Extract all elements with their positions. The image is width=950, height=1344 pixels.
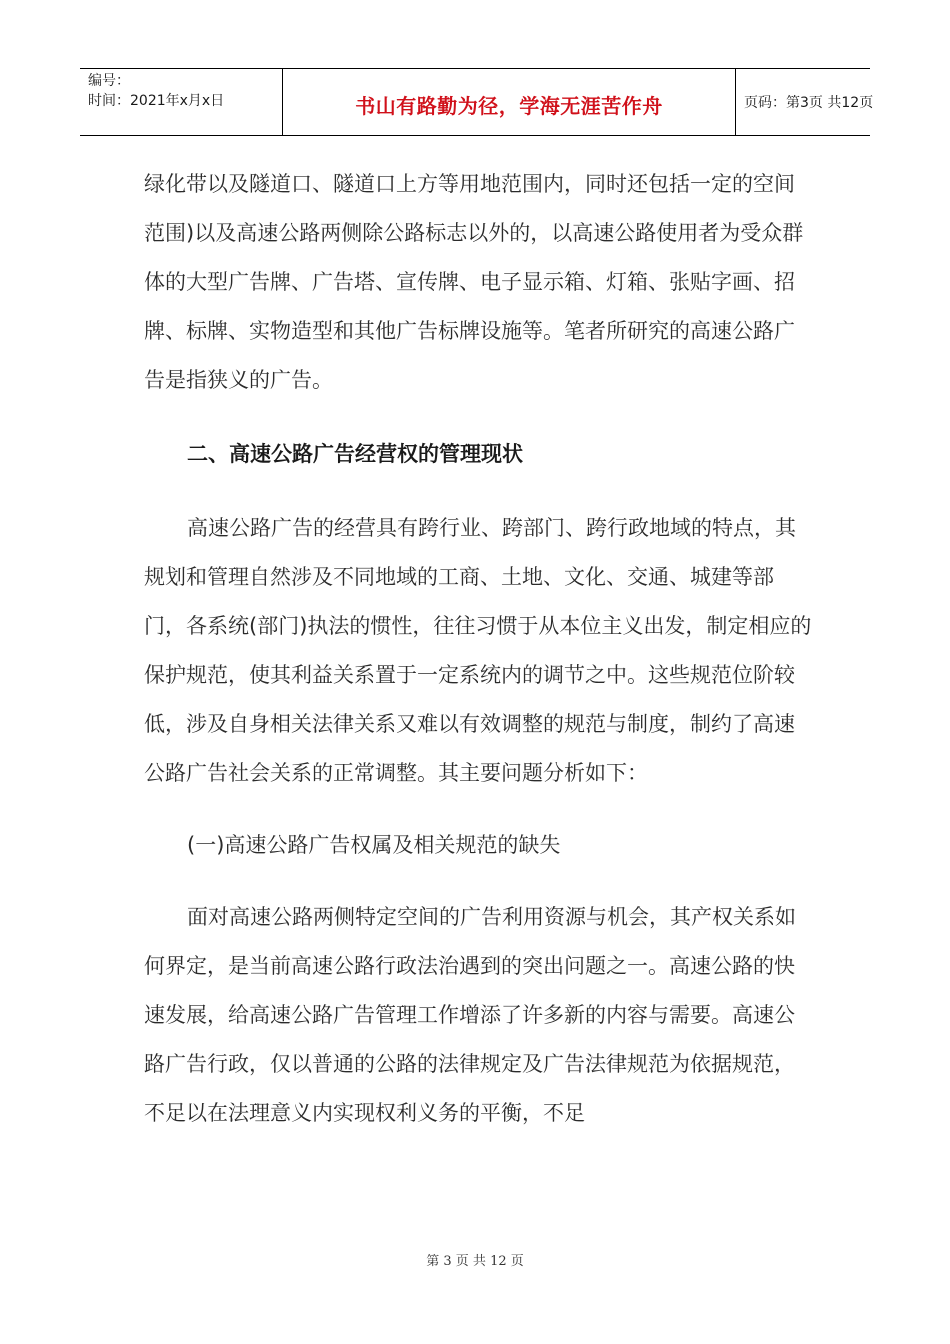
page-footer	[0, 1250, 950, 1269]
doc-number-label: 编号：	[88, 73, 130, 89]
header-page-current: 3	[800, 95, 809, 111]
footer-mid: 页 共	[455, 1254, 486, 1269]
header-motto-cell	[282, 69, 736, 135]
time-label: 时间：	[88, 93, 130, 109]
header-page-end: 页	[859, 95, 874, 111]
paragraph-continued: 绿化带以及隧道口、隧道口上方等用地范围内，同时还包括一定的空间范围)以及高速公路两侧除公路标志以外的，以高速公路使用者为受众群体的大型广告牌、广告塔、宣传牌、电子显示箱、灯箱、张贴字画、招牌、标牌、实物造型和其他广告标牌设施等。笔者所研究的高速公路广告是指狭义的广告。	[144, 172, 804, 392]
document-body	[144, 160, 814, 1138]
footer-prefix: 第	[426, 1254, 440, 1269]
footer-suffix: 页	[510, 1254, 524, 1269]
time-value: 2021年x月x日	[130, 93, 225, 109]
time-row	[88, 91, 282, 111]
header-page-mid: 页 共	[808, 95, 842, 111]
header-page-label: 页码：第	[744, 95, 800, 111]
header-page-total: 12	[841, 95, 860, 111]
section-heading: 二、高速公路广告经营权的管理现状	[187, 442, 523, 466]
footer-current-page: 3	[443, 1254, 452, 1269]
header-info-cell	[80, 69, 282, 135]
motto-text: 书山有路勤为径，学海无涯苦作舟	[355, 93, 663, 118]
subsection-heading: (一)高速公路广告权属及相关规范的缺失	[187, 833, 561, 857]
page-header	[80, 68, 874, 136]
paragraph-property-rights: 面对高速公路两侧特定空间的广告利用资源与机会，其产权关系如何界定，是当前高速公路行政法治遇到的突出问题之一。高速公路的快速发展，给高速公路广告管理工作增添了许多新的内容与需要。高速公路广告行政，仅以普通的公路的法律规定及广告法律规范为依据规范，不足以在法理意义内实现权利义务的平衡，不足	[144, 905, 796, 1125]
header-page-cell	[736, 69, 874, 135]
footer-total-pages: 12	[490, 1254, 507, 1269]
paragraph-management-status: 高速公路广告的经营具有跨行业、跨部门、跨行政地域的特点，其规划和管理自然涉及不同地域的工商、土地、文化、交通、城建等部门，各系统(部门)执法的惯性，往往习惯于从本位主义出发，制定相应的保护规范，使其利益关系置于一定系统内的调节之中。这些规范位阶较低，涉及自身相关法律关系又难以有效调整的规范与制度，制约了高速公路广告社会关系的正常调整。其主要问题分析如下：	[144, 516, 812, 785]
